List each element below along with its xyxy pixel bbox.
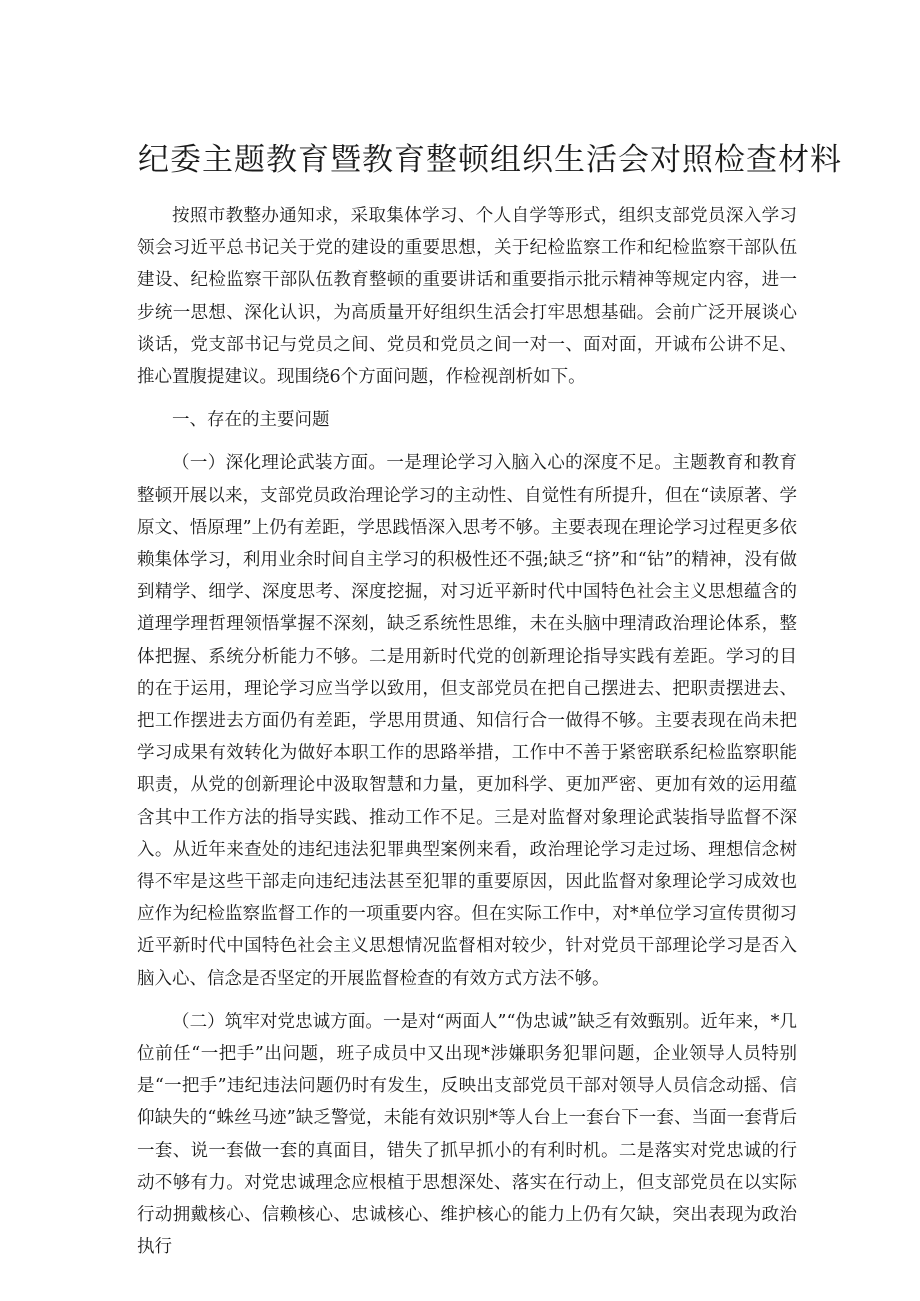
intro-paragraph: 按照市教整办通知求，采取集体学习、个人自学等形式，组织支部党员深入学习领会习近平总书记关于党的建设的重要思想，关于纪检监察工作和纪检监察干部队伍建设、纪检监察干部队伍教育整顿的重要讲话和重要指示批示精神等规定内容，进一步统一思想、深化认识，为高质量开好组织生活会打牢思想基础。会前广泛开展谈心谈话，党支部书记与党员之间、党员和党员之间一对一、面对面，开诚布公讲不足、推心置腹提建议。现围绕6个方面问题，作检视剖析如下。 bbox=[137, 206, 797, 388]
document-body bbox=[137, 200, 797, 1275]
document-title: 纪委主题教育暨教育整顿组织生活会对照检查材料 bbox=[138, 142, 842, 178]
section-heading: 一、存在的主要问题 bbox=[172, 410, 330, 431]
section-paragraph-2: （二）筑牢对党忠诚方面。一是对“两面人”“伪忠诚”缺乏有效甄别。近年来，*几位前任“一把手”出问题，班子成员中又出现*涉嫌职务犯罪问题，企业领导人员特别是“一把手”违纪违法问题仍时有发生，反映出支部党员干部对领导人员信念动摇、信仰缺失的“蛛丝马迹”缺乏警觉，未能有效识别*等人台上一套台下一套、当面一套背后一套、说一套做一套的真面目，错失了抓早抓小的有利时机。二是落实对党忠诚的行动不够有力。对党忠诚理念应根植于思想深处、落实在行动上，但支部党员在以实际行动拥戴核心、信赖核心、忠诚核心、维护核心的能力上仍有欠缺，突出表现为政治执行 bbox=[137, 1011, 797, 1258]
section-paragraph-1: （一）深化理论武装方面。一是理论学习入脑入心的深度不足。主题教育和教育整顿开展以来，支部党员政治理论学习的主动性、自觉性有所提升，但在“读原著、学原文、悟原理”上仍有差距，学思践悟深入思考不够。主要表现在理论学习过程更多依赖集体学习，利用业余时间自主学习的积极性还不强;缺乏“挤”和“钻”的精神，没有做到精学、细学、深度思考、深度挖掘，对习近平新时代中国特色社会主义思想蕴含的道理学理哲理领悟掌握不深刻，缺乏系统性思维，未在头脑中理清政治理论体系，整体把握、系统分析能力不够。二是用新时代党的创新理论指导实践有差距。学习的目的在于运用，理论学习应当学以致用，但支部党员在把自己摆进去、把职责摆进去、把工作摆进去方面仍有差距，学思用贯通、知信行合一做得不够。主要表现在尚未把学习成果有效转化为做好本职工作的思路举措，工作中不善于紧密联系纪检监察职能职责，从党的创新理论中汲取智慧和力量，更加科学、更加严密、更加有效的运用蕴含其中工作方法的指导实践、推动工作不足。三是对监督对象理论武装指导监督不深入。从近年来查处的违纪违法犯罪典型案例来看，政治理论学习走过场、理想信念树得不牢是这些干部走向违纪违法甚至犯罪的重要原因，因此监督对象理论学习成效也应作为纪检监察监督工作的一项重要内容。但在实际工作中，对*单位学习宣传贯彻习近平新时代中国特色社会主义思想情况监督相对较少，针对党员干部理论学习是否入脑入心、信念是否坚定的开展监督检查的有效方式方法不够。 bbox=[137, 453, 797, 989]
